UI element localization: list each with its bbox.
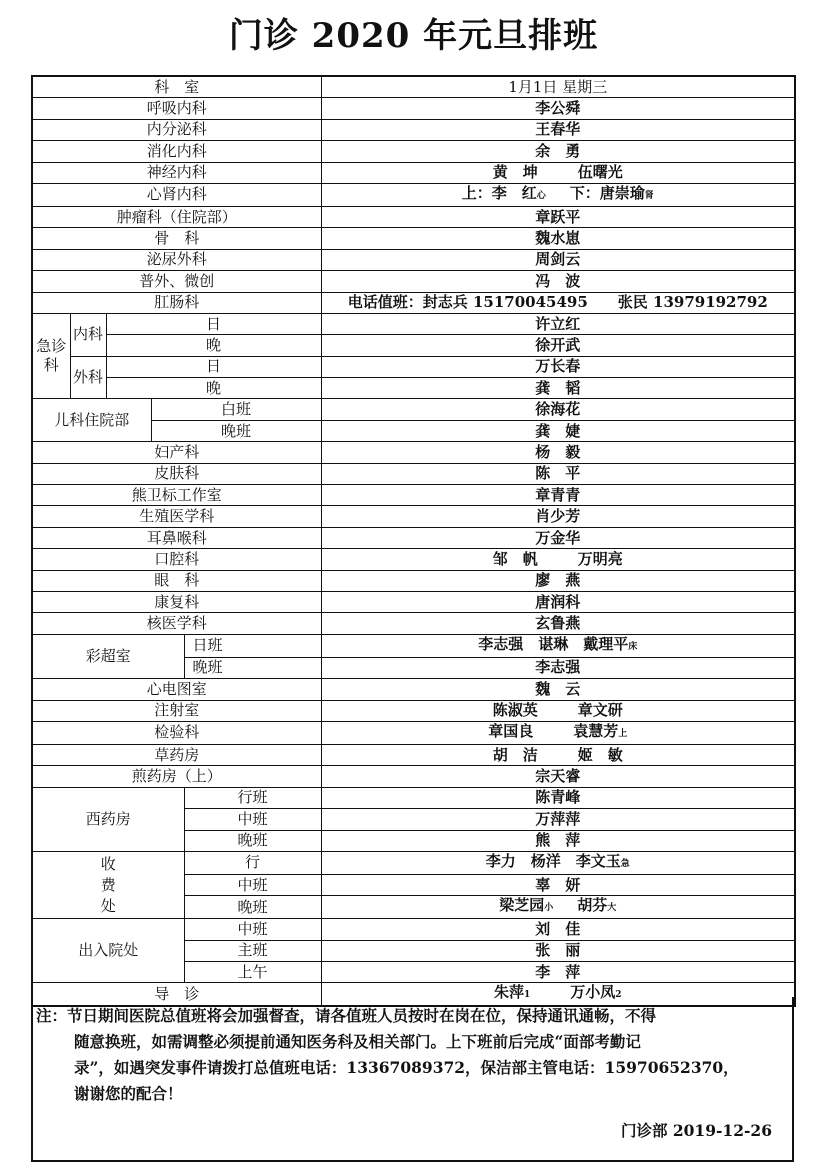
dept-cell: 心肾内科 (32, 183, 321, 206)
staff-cell (321, 721, 795, 744)
staff-cell: 刘 佳 (321, 919, 795, 940)
table-row (32, 591, 795, 612)
staff-tag: 心 (536, 190, 546, 201)
shift-label: 白班 (151, 399, 321, 420)
table-row (32, 919, 795, 940)
staff-name: 万明亮 (577, 549, 623, 568)
table-row (32, 292, 795, 313)
staff-cell (321, 162, 795, 183)
table-row (32, 485, 795, 506)
table-row (32, 634, 795, 657)
table-row (32, 228, 795, 249)
dept-cell: 肿瘤科（住院部） (32, 206, 321, 227)
staff-name: 朱萍 (494, 983, 525, 1002)
staff-cell: 章跃平 (321, 206, 795, 227)
staff-cell: 唐润科 (321, 591, 795, 612)
table-row (32, 141, 795, 162)
shift-label: 日 (106, 313, 321, 334)
staff-name: 伍曙光 (577, 163, 623, 182)
schedule-table (31, 75, 796, 1007)
shift-label: 中班 (184, 809, 321, 830)
staff-cell: 龚 韬 (321, 378, 795, 399)
staff-name: 章国良 (488, 721, 534, 740)
note-line: 录”，如遇突发事件请拨打总值班电话：13367089372，保洁部主管电话：15970652370， (74, 1058, 739, 1077)
shift-label: 晚班 (151, 420, 321, 441)
table-row (32, 679, 795, 700)
dept-cell: 普外、微创 (32, 271, 321, 292)
dept-cell: 皮肤科 (32, 463, 321, 484)
shift-label: 主班 (184, 940, 321, 961)
shift-label: 日班 (184, 634, 321, 657)
staff-tag: 肾 (644, 190, 654, 201)
staff-cell: 王春华 (321, 119, 795, 140)
table-header-row (32, 76, 795, 98)
staff-tag: 急 (620, 858, 630, 869)
table-row (32, 570, 795, 591)
staff-cell: 廖 燕 (321, 570, 795, 591)
table-row (32, 463, 795, 484)
staff-tag: 小 (544, 903, 554, 914)
table-row (32, 356, 795, 377)
dept-cell: 康复科 (32, 591, 321, 612)
page-title: 门诊 2020 年元旦排班 (228, 16, 599, 56)
staff-cell (321, 896, 795, 919)
staff-cell: 万长春 (321, 356, 795, 377)
table-row (32, 700, 795, 721)
staff-cell: 电话值班：封志兵 15170045495 张民 13979192792 (321, 292, 795, 313)
staff-name: 梁芝园 (499, 896, 545, 915)
staff-cell: 万金华 (321, 527, 795, 548)
staff-name: 上：李 红 (461, 183, 537, 202)
table-row (32, 335, 795, 356)
shift-label: 晚班 (184, 657, 321, 678)
dept-cell: 眼 科 (32, 570, 321, 591)
staff-cell: 徐海花 (321, 399, 795, 420)
pharmacy-label: 西药房 (32, 787, 184, 851)
dept-cell: 检验科 (32, 721, 321, 744)
table-row (32, 506, 795, 527)
staff-tag: 1 (524, 990, 531, 1001)
staff-cell: 余 勇 (321, 141, 795, 162)
staff-name: 章文研 (577, 701, 623, 720)
table-row (32, 378, 795, 399)
table-row (32, 721, 795, 744)
pediatrics-label: 儿科住院部 (32, 399, 151, 442)
table-row (32, 399, 795, 420)
staff-cell: 冯 波 (321, 271, 795, 292)
table-row (32, 787, 795, 808)
dept-cell: 神经内科 (32, 162, 321, 183)
staff-cell (321, 700, 795, 721)
dept-cell: 消化内科 (32, 141, 321, 162)
dept-cell: 注射室 (32, 700, 321, 721)
staff-tag: 床 (628, 641, 638, 652)
dept-cell: 心电图室 (32, 679, 321, 700)
table-row (32, 613, 795, 634)
dept-cell: 呼吸内科 (32, 98, 321, 119)
dept-cell: 草药房 (32, 744, 321, 765)
staff-cell: 玄鲁燕 (321, 613, 795, 634)
dept-cell: 熊卫标工作室 (32, 485, 321, 506)
table-row (32, 119, 795, 140)
shift-label: 晚班 (184, 830, 321, 851)
staff-cell: 章青青 (321, 485, 795, 506)
staff-cell: 许立红 (321, 313, 795, 334)
waike-label: 外科 (70, 356, 106, 399)
staff-cell: 陈 平 (321, 463, 795, 484)
staff-name: 万小凤 (570, 983, 616, 1002)
staff-cell: 李 萍 (321, 962, 795, 983)
dept-cell: 生殖医学科 (32, 506, 321, 527)
staff-cell: 李公舜 (321, 98, 795, 119)
shift-label: 晚 (106, 335, 321, 356)
table-row (32, 442, 795, 463)
shift-label: 晚 (106, 378, 321, 399)
staff-cell (321, 744, 795, 765)
dept-cell: 肛肠科 (32, 292, 321, 313)
dept-header: 科 室 (32, 76, 321, 98)
table-row (32, 527, 795, 548)
staff-name: 下：唐崇瑜 (569, 183, 645, 202)
table-row (32, 851, 795, 874)
ultrasound-label: 彩超室 (32, 634, 184, 678)
staff-name: 黄 坤 (492, 163, 538, 182)
staff-name: 李力 杨洋 李文玉 (485, 851, 621, 870)
neike-label: 内科 (70, 313, 106, 356)
staff-name: 邹 帆 (492, 549, 538, 568)
dept-cell: 导 诊 (32, 983, 321, 1007)
dept-cell: 妇产科 (32, 442, 321, 463)
dept-cell: 泌尿外科 (32, 249, 321, 270)
staff-cell: 杨 毅 (321, 442, 795, 463)
table-row (32, 766, 795, 787)
staff-name: 胡 洁 (492, 745, 538, 764)
emergency-label: 急诊科 (32, 313, 70, 399)
staff-tag: 上 (618, 728, 628, 739)
staff-cell: 宗天睿 (321, 766, 795, 787)
table-row (32, 313, 795, 334)
staff-cell (321, 549, 795, 570)
dept-cell: 核医学科 (32, 613, 321, 634)
shift-label: 晚班 (184, 896, 321, 919)
shift-label: 上午 (184, 962, 321, 983)
dept-cell: 煎药房（上） (32, 766, 321, 787)
signature: 门诊部 2019-12-26 (620, 1121, 772, 1140)
staff-tag: 大 (607, 903, 617, 914)
table-row (32, 249, 795, 270)
staff-cell: 陈青峰 (321, 787, 795, 808)
staff-cell (321, 851, 795, 874)
staff-cell: 徐开武 (321, 335, 795, 356)
staff-cell: 张 丽 (321, 940, 795, 961)
shift-label: 日 (106, 356, 321, 377)
shift-label: 中班 (184, 874, 321, 895)
staff-cell: 辜 妍 (321, 874, 795, 895)
note-text (36, 1003, 792, 1107)
table-row (32, 549, 795, 570)
staff-cell: 龚 婕 (321, 420, 795, 441)
staff-cell: 魏水崽 (321, 228, 795, 249)
shift-label: 行 (184, 851, 321, 874)
staff-name: 陈淑英 (492, 701, 538, 720)
table-row (32, 744, 795, 765)
note-box (31, 997, 794, 1162)
table-row (32, 206, 795, 227)
date-header: 1月1日 星期三 (321, 76, 795, 98)
table-row (32, 162, 795, 183)
shift-label: 行班 (184, 787, 321, 808)
dept-cell: 耳鼻喉科 (32, 527, 321, 548)
note-line: 谢谢您的配合！ (74, 1084, 183, 1103)
dept-cell: 内分泌科 (32, 119, 321, 140)
dept-cell: 口腔科 (32, 549, 321, 570)
cashier-label-text: 收费处 (100, 854, 116, 915)
dept-cell: 骨 科 (32, 228, 321, 249)
staff-name: 姬 敏 (577, 745, 623, 764)
staff-cell: 万萍萍 (321, 809, 795, 830)
table-row (32, 271, 795, 292)
table-row (32, 183, 795, 206)
staff-name: 胡芬 (577, 896, 608, 915)
staff-cell: 魏 云 (321, 679, 795, 700)
staff-cell (321, 634, 795, 657)
staff-cell (321, 183, 795, 206)
staff-cell: 李志强 (321, 657, 795, 678)
note-line: 注：节日期间医院总值班将会加强督查，请各值班人员按时在岗在位，保持通讯通畅，不得 (36, 1006, 657, 1025)
staff-tag: 2 (615, 990, 622, 1001)
note-line: 随意换班，如需调整必须提前通知医务科及相关部门。上下班前后完成“面部考勤记 (74, 1032, 641, 1051)
staff-name: 李志强 谌琳 戴理平 (478, 634, 629, 653)
admission-label: 出入院处 (32, 919, 184, 983)
shift-label: 中班 (184, 919, 321, 940)
staff-cell: 熊 萍 (321, 830, 795, 851)
staff-cell: 肖少芳 (321, 506, 795, 527)
cashier-label (32, 851, 184, 918)
staff-name: 袁慧芳 (573, 721, 619, 740)
staff-cell: 周剑云 (321, 249, 795, 270)
table-row (32, 98, 795, 119)
